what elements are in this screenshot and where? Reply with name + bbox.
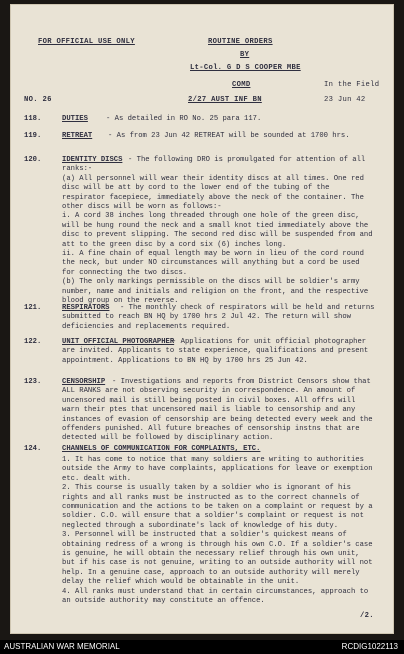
item-number: 118. [24,115,42,123]
item-title: UNIT OFFICIAL PHOTOGRAPHER [62,338,175,346]
document-page [10,4,394,634]
unit: 2/27 AUST INF BN [188,96,262,104]
item-number: 121. [24,304,42,312]
commanding: COMD [232,81,251,89]
handwritten-stamp [20,6,63,39]
item-text: - As from 23 Jun 42 RETREAT will be sounded at 1700 hrs. [108,132,350,140]
item-number: 123. [24,378,42,386]
item-text: - Investigations and reports from District Censors show that ALL RANKS are not observing security in correspondence. An amount of uncensored mail is still being posted in civil boxes. All offrs will warn their ptes that uncensored mail is liable to censorship and any instances of evasion of censorship are being detected every week and the offenders punished. All future breaches of censorship instns that are detected will be followed by disciplinary action. [62,378,373,443]
item-text: - As detailed in RO No. 25 para 117. [106,115,262,123]
order-date: 23 Jun 42 [324,96,366,104]
item-title: RETREAT [62,132,93,140]
item-title: RESPIRATORS [62,304,110,312]
title-line3: Lt-Col. G D S COOPER MBE [190,64,301,72]
caption-id: RCDIG1022113 [341,642,398,651]
item-number: 120. [24,156,42,164]
classification: FOR OFFICIAL USE ONLY [38,38,135,46]
title-line2: BY [240,51,250,59]
item-text: 1. It has come to notice that many soldiers are writing to authorities outside the Army to have complaints, applications for leave or exemption etc. dealt with. 2. This course is usually taken by a soldier who is ignorant of his rights and all ranks must be instructed as to the correct channels of communication and the actions to be taken on a complaint or request by a soldier. C.O. will ensure that a soldier's complaint or request is not neglected through a subordinate's lack of knowledge of his duty. 3. Personnel will be instructed that a soldier's quickest means of obtaining redress of a wrong is through his own C.O. If a soldier's case is genuine, he will obtain the necessary relief through his own unit, but if his case is not genuine, writing to an outside authority will not help. In a genuine case, approach to an outside authority will merely delay the relief which would be obtainable in the unit. 4. All ranks must understand that in certain circumstances, approach to an outside authority may constitute an offence. [62,456,373,606]
item-title: DUTIES [62,115,88,123]
item-text: - Applications for unit official photographer are invited. Applicants to state experience, qualifications and present appointment. Applications to BN HQ by 1700 hrs 25 Jun 42. [62,338,369,365]
item-number: 119. [24,132,42,140]
item-text: - The monthly check of respirators will be held and returns submitted to reach BN HQ by 1700 hrs 2 Jul 42. The return will show deficiencies and replacements required. [62,304,375,331]
item-title: IDENTITY DISCS [62,156,123,164]
location: In the Field [324,81,380,89]
item-number: 122. [24,338,42,346]
title-line1: ROUTINE ORDERS [208,38,273,46]
item-title: CENSORSHIP [62,378,106,386]
continuation-mark: /2. [360,612,374,620]
caption-source: AUSTRALIAN WAR MEMORIAL [4,642,120,651]
item-title: CHANNELS OF COMMUNICATION FOR COMPLAINTS, ETC. [62,445,261,453]
caption-bar [0,640,404,654]
item-number: 124. [24,445,42,453]
order-number: NO. 26 [24,96,52,104]
item-text: - The following DRO is promulgated for attention of all ranks:- (a) All personnel will wear their identity discs at all times. One red disc will be att by cord to the lower end of the tubing of the respirator facepiece, immediately above the neck of the container. The other discs will be worn as follows:- i. A cord 38 inches long threaded through one hole of the green disc, will be hung round the neck and a small knot tied immediately above the disc to prevent slipping. The second red disc will be suspended from and att to the green disc by a cord six (6) inches long. ii. A fine chain of equal length may be worn in lieu of the cord round the neck, but under NO circumstances will anything but a cord be used for connecting the two discs. (b) The only markings permissible on the discs will be soldier's army number, name and initials and religion on the front, and the respective blood group on the reverse. [62,156,373,306]
